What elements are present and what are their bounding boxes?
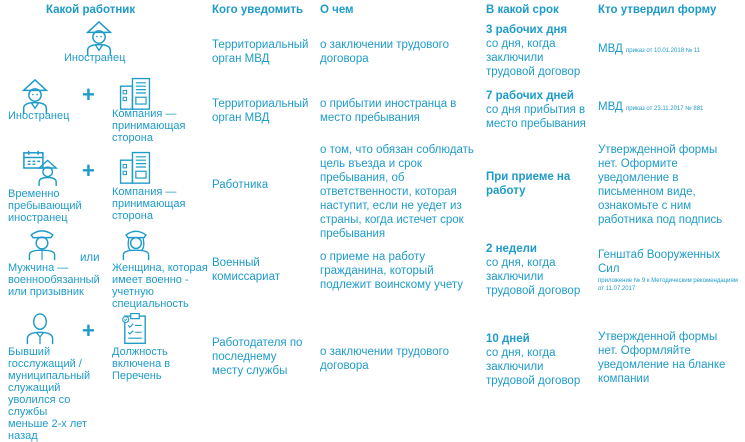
- form-main: Генштаб Вооруженных Сил: [598, 249, 721, 275]
- term-rest: со дня, когда заключили трудовой договор: [486, 257, 581, 297]
- about-cell: о прибытии иностранца в место пребывания: [320, 98, 457, 124]
- term-bold: 2 недели: [486, 243, 538, 255]
- term-cell: [486, 170, 586, 198]
- form-cell: [598, 42, 700, 58]
- term-rest: со дня, когда заключили трудовой договор: [486, 38, 581, 78]
- form-main: МВД: [598, 43, 623, 55]
- term-cell: [486, 89, 596, 131]
- company-icon: [118, 76, 152, 110]
- notify-cell: Работника: [212, 179, 269, 191]
- company-icon: [118, 150, 152, 184]
- notify-cell: Территориальный орган МВД: [212, 39, 309, 65]
- header-who: Какой работник: [46, 4, 136, 16]
- notify-cell: Работодателя по последнему месту службы: [212, 337, 303, 377]
- about-cell: о заключении трудового договора: [320, 346, 450, 372]
- notify-cell: Территориальный орган МВД: [212, 98, 309, 124]
- form-cell: Утвержденной формы нет. Оформляйте уведомление на бланке компании: [598, 331, 726, 385]
- header-form: Кто утвердил форму: [598, 4, 717, 16]
- plus-sign: +: [82, 158, 95, 183]
- term-cell: [486, 23, 586, 79]
- temporary-foreigner-icon: [22, 148, 60, 188]
- form-small: приказ от 10.01.2018 № 11: [626, 48, 701, 54]
- form-cell: [598, 248, 740, 293]
- official-icon: [22, 308, 58, 346]
- term-cell: [486, 332, 586, 388]
- term-bold: 3 рабочих дня: [486, 24, 568, 36]
- worker-label: Иностранец: [64, 52, 126, 64]
- notify-cell: Военный комиссариат: [212, 257, 281, 283]
- worker-label: Временно пребывающий иностранец: [8, 188, 82, 224]
- term-bold: 7 рабочих дней: [486, 90, 574, 102]
- plus-sign: +: [82, 82, 95, 107]
- worker-label: Компания — принимающая сторона: [112, 108, 186, 144]
- checklist-icon: [118, 310, 152, 346]
- form-cell: Утвержденной формы нет. Оформите уведомление в письменном виде, ознакомьте с ним работника под подпись: [598, 144, 723, 226]
- worker-label: Должность включена в Перечень: [112, 346, 171, 382]
- term-bold: 10 дней: [486, 333, 530, 345]
- header-term: В какой срок: [486, 4, 559, 16]
- soldier-icon: [24, 224, 60, 262]
- worker-label: Иностранец: [8, 110, 70, 122]
- worker-label: Мужчина — военнообязанный или призывник: [8, 262, 100, 298]
- about-cell: о заключении трудового договора: [320, 39, 450, 65]
- or-connector: или: [80, 252, 100, 264]
- worker-label: Бывший госслужащий / муниципальный служащий уволился со службы меньше 2-х лет назад: [8, 346, 91, 442]
- form-main: МВД: [598, 101, 623, 113]
- worker-label: Женщина, которая имеет военно - учетную специальность: [112, 262, 208, 310]
- form-small: приказ от 23.11.2017 № 881: [626, 106, 704, 112]
- term-cell: [486, 242, 586, 298]
- header-about: О чем: [320, 4, 354, 16]
- about-cell: о приеме на работу гражданина, который подлежит воинскому учету: [320, 251, 463, 291]
- term-bold: При приеме на работу: [486, 171, 571, 197]
- header-notify: Кого уведомить: [212, 4, 304, 16]
- term-rest: со дня прибытия в место пребывания: [486, 104, 586, 130]
- form-small: приложение № 9 к Методическим рекомендациям от 11.07.2017: [598, 278, 738, 292]
- worker-label: Компания — принимающая сторона: [112, 186, 186, 222]
- plus-sign: +: [82, 318, 95, 343]
- about-cell: о том, что обязан соблюдать цель въезда и срок пребывания, об ответственности, которая наступит, если не уедет из страны, когда истечет срок пребывания: [320, 144, 474, 240]
- form-cell: [598, 100, 703, 116]
- woman-soldier-icon: [118, 224, 154, 262]
- term-rest: со дня, когда заключили трудовой договор: [486, 347, 581, 387]
